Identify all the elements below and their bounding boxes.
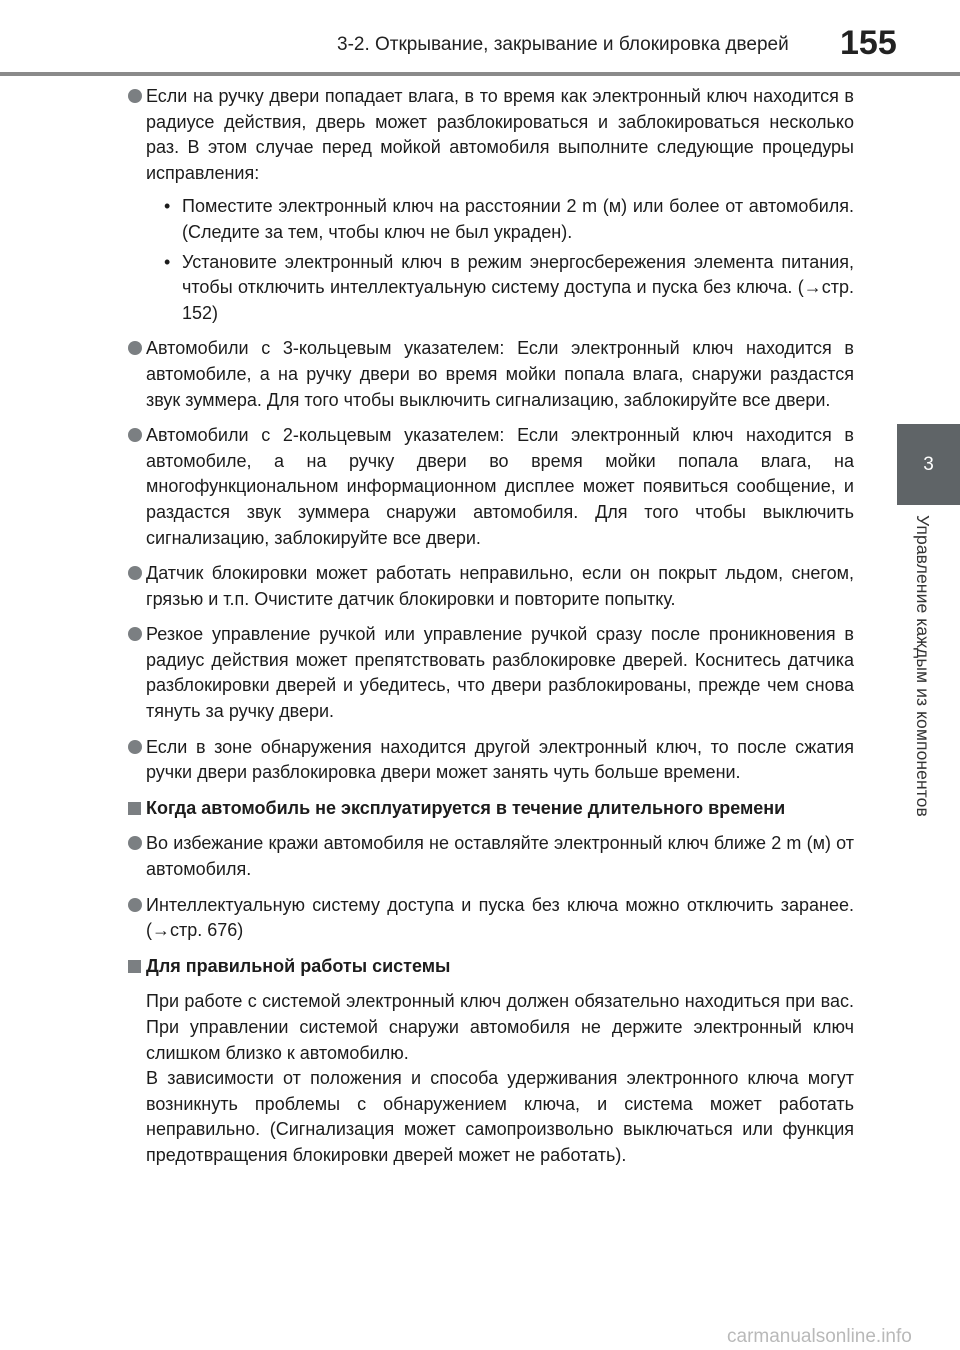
bullet-text: Интеллектуальную систему доступа и пуска без ключа можно отключить заранее. (→стр. 676) xyxy=(146,894,854,941)
bullet-text: Если на ручку двери попадает влага, в то время как электронный ключ находится в радиусе действия, дверь может разблокироваться и заблокироваться несколько раз. В этом случае перед мойкой автомобиля выполните следующие процедуры исправления: xyxy=(146,86,854,183)
bullet-dot-icon xyxy=(128,341,142,355)
heading-square-icon xyxy=(128,802,141,815)
bullet-item xyxy=(128,622,854,724)
bullet-text: Если в зоне обнаружения находится другой электронный ключ, то после сжатия ручки двери разблокировка двери может занять чуть больше времени. xyxy=(146,736,854,783)
sub-bullet-icon: • xyxy=(164,196,171,217)
section-heading xyxy=(128,954,854,980)
bullet-dot-icon xyxy=(128,836,142,850)
bullet-text: Автомобили с 2-кольцевым указателем: Если электронный ключ находится в автомобиле, а на ручку двери во время мойки попала влага, на многофункциональном информационном дисплее может появиться сообщение, и раздастся звук зуммера снаружи автомобиля. Для того чтобы выключить сигнализацию, заблокируйте все двери. xyxy=(146,425,854,548)
body-paragraph xyxy=(128,1066,854,1168)
heading-text: Когда автомобиль не эксплуатируется в течение длительного времени xyxy=(146,797,786,818)
bullet-item xyxy=(128,893,854,944)
section-heading xyxy=(128,796,854,822)
bullet-item xyxy=(128,561,854,612)
section-title: 3-2. Открывание, закрывание и блокировка дверей xyxy=(337,34,789,55)
bullet-text: Автомобили с 3-кольцевым указателем: Если электронный ключ находится в автомобиле, а на ручку двери во время мойки попала влага, снаружи раздастся звук зуммера. Для того чтобы выключить сигнализацию, заблокируйте все двери. xyxy=(146,338,854,410)
bullet-dot-icon xyxy=(128,566,142,580)
sub-bullet-icon: • xyxy=(164,251,171,272)
watermark: carmanualsonline.info xyxy=(727,1326,912,1347)
bullet-item xyxy=(128,831,854,882)
sub-item xyxy=(146,194,854,245)
bullet-item xyxy=(128,336,854,413)
bullet-dot-icon xyxy=(128,428,142,442)
bullet-dot-icon xyxy=(128,740,142,754)
page-content xyxy=(128,84,854,1169)
sub-item-text: Установите электронный ключ в режим энергосбережения элемента питания, чтобы отключить интеллектуальную систему доступа и пуска без ключа. (→стр. 152) xyxy=(182,251,854,323)
page-number: 155 xyxy=(840,24,897,62)
chapter-tab[interactable] xyxy=(897,424,960,505)
bullet-item xyxy=(128,735,854,786)
bullet-dot-icon xyxy=(128,89,142,103)
bullet-text: Резкое управление ручкой или управление ручкой сразу после проникновения в радиус действия может препятствовать разблокировке дверей. Коснитесь датчика разблокировки дверей и убедитесь, что двери разблокированы, прежде чем снова тянуть за ручку двери. xyxy=(146,624,854,722)
sub-item xyxy=(146,250,854,327)
bullet-text: Во избежание кражи автомобиля не оставляйте электронный ключ ближе 2 m (м) от автомобиля. xyxy=(146,833,854,880)
bullet-dot-icon xyxy=(128,898,142,912)
heading-text: Для правильной работы системы xyxy=(146,955,451,976)
header-divider xyxy=(0,72,960,76)
bullet-dot-icon xyxy=(128,627,142,641)
bullet-item xyxy=(128,423,854,551)
bullet-text: Датчик блокировки может работать неправильно, если он покрыт льдом, снегом, грязью и т.п. Очистите датчик блокировки и повторите попытку. xyxy=(146,563,854,609)
heading-square-icon xyxy=(128,960,141,973)
sub-item-text: Поместите электронный ключ на расстоянии 2 m (м) или более от автомобиля. (Следите за тем, чтобы ключ не был украден). xyxy=(182,196,854,242)
sub-list xyxy=(146,194,854,326)
chapter-number: 3 xyxy=(923,453,934,475)
bullet-item xyxy=(128,84,854,326)
body-paragraph xyxy=(128,989,854,1066)
paragraph-text: В зависимости от положения и способа удерживания электронного ключа могут возникнуть проблемы с обнаружением ключа, и система может работать неправильно. (Сигнализация может самопроизвольно выключаться или функция предотвращения блокировки дверей может не работать). xyxy=(146,1068,854,1165)
paragraph-text: При работе с системой электронный ключ должен обязательно находиться при вас. При управлении системой снаружи автомобиля не держите электронный ключ слишком близко к автомобилю. xyxy=(146,991,854,1063)
chapter-title: Управление каждым из компонентов xyxy=(913,515,933,817)
